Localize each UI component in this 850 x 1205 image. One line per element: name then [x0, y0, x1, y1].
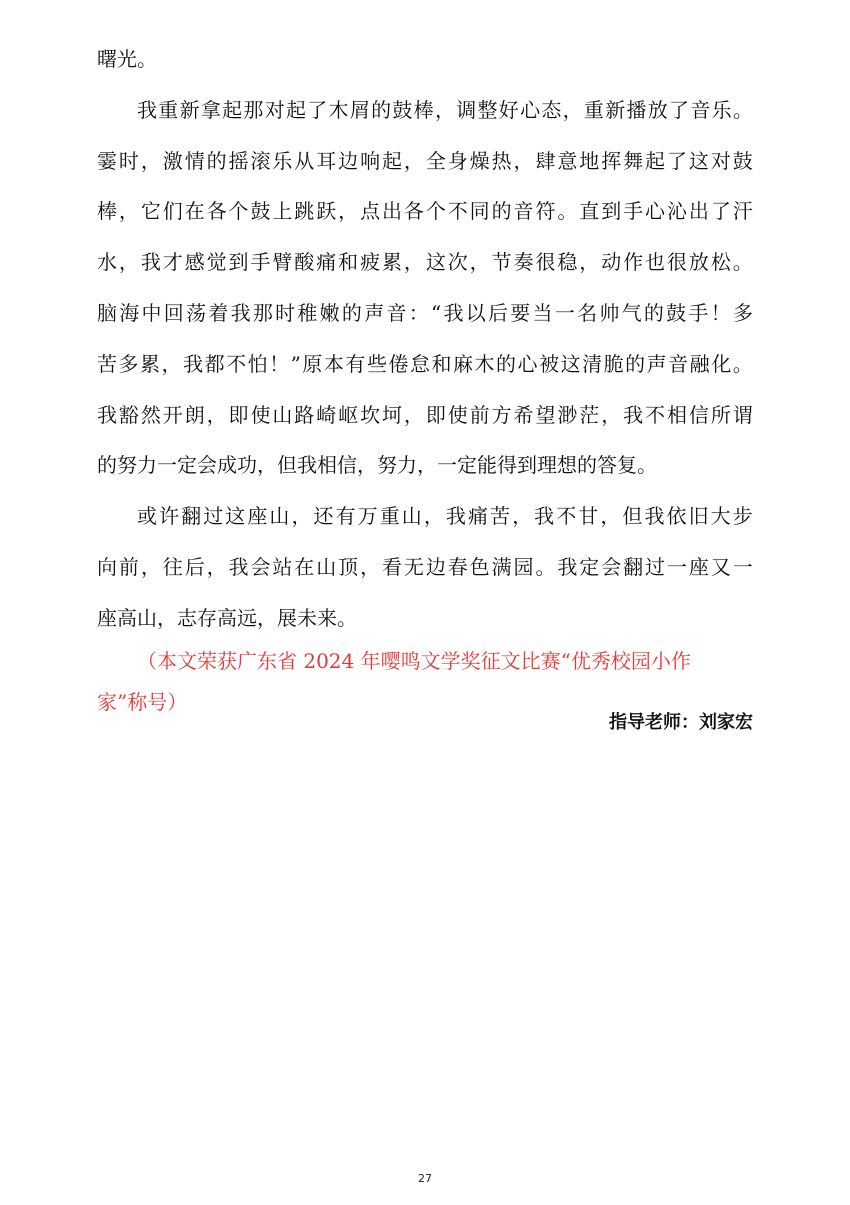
- paragraph-line: 棒 ， 它 们 在 各 个 鼓 上 跳 跃 ， 点 出 各 个 不 同 的 音 符 。 直 到 手 心 沁 出 了 汗: [97, 199, 753, 224]
- paragraph-line: 的努力一定会成功，但我相信，努力，一定能得到理想的答复。: [97, 453, 657, 478]
- award-note-line-1: （本文荣获广东省 2024 年嘤鸣文学奖征文比赛“优秀校园小作: [137, 648, 691, 673]
- paragraph-line: 或 许 翻 过 这 座 山 ， 还 有 万 重 山 ， 我 痛 苦 ， 我 不 甘 ， 但 我 依 旧 大 步: [137, 504, 753, 529]
- award-note-line-2: 家”称号）: [97, 689, 188, 714]
- essay-body: [97, 34, 753, 726]
- paragraph-line: 我 豁 然 开 朗 ， 即 使 山 路 崎 岖 坎 坷 ， 即 使 前 方 希 望 渺 茫 ， 我 不 相 信 所 谓: [97, 402, 753, 427]
- paragraph-line: 曙光。: [97, 47, 157, 71]
- paragraph-line: 水 ， 我 才 感 觉 到 手 臂 酸 痛 和 疲 累 ， 这 次 ， 节 奏 很 稳 ， 动 作 也 很 放 松 。: [97, 250, 753, 275]
- paragraph-line: 我 重 新 拿 起 那 对 起 了 木 屑 的 鼓 棒 ， 调 整 好 心 态 ， 重 新 播 放 了 音 乐 。: [137, 97, 753, 122]
- paragraph-line: 霎 时 ， 激 情 的 摇 滚 乐 从 耳 边 响 起 ， 全 身 燥 热 ， 肆 意 地 挥 舞 起 了 这 对 鼓: [97, 148, 753, 173]
- paragraph-line: 苦 多 累 ， 我 都 不 怕 ！ ” 原 本 有 些 倦 怠 和 麻 木 的 心 被 这 清 脆 的 声 音 融 化 。: [97, 351, 753, 376]
- paragraph-line: 座高山，志存高远，展未来。: [97, 605, 357, 630]
- paragraph-line: 向 前 ， 往 后 ， 我 会 站 在 山 顶 ， 看 无 边 春 色 满 园 。 我 定 会 翻 过 一 座 又 一: [97, 554, 753, 579]
- paragraph-line: 脑 海 中 回 荡 着 我 那 时 稚 嫩 的 声 音 ： “ 我 以 后 要 当 一 名 帅 气 的 鼓 手 ！ 多: [97, 300, 753, 325]
- teacher-signature: 指导老师：刘家宏: [609, 712, 753, 733]
- page-number: 27: [418, 1172, 432, 1185]
